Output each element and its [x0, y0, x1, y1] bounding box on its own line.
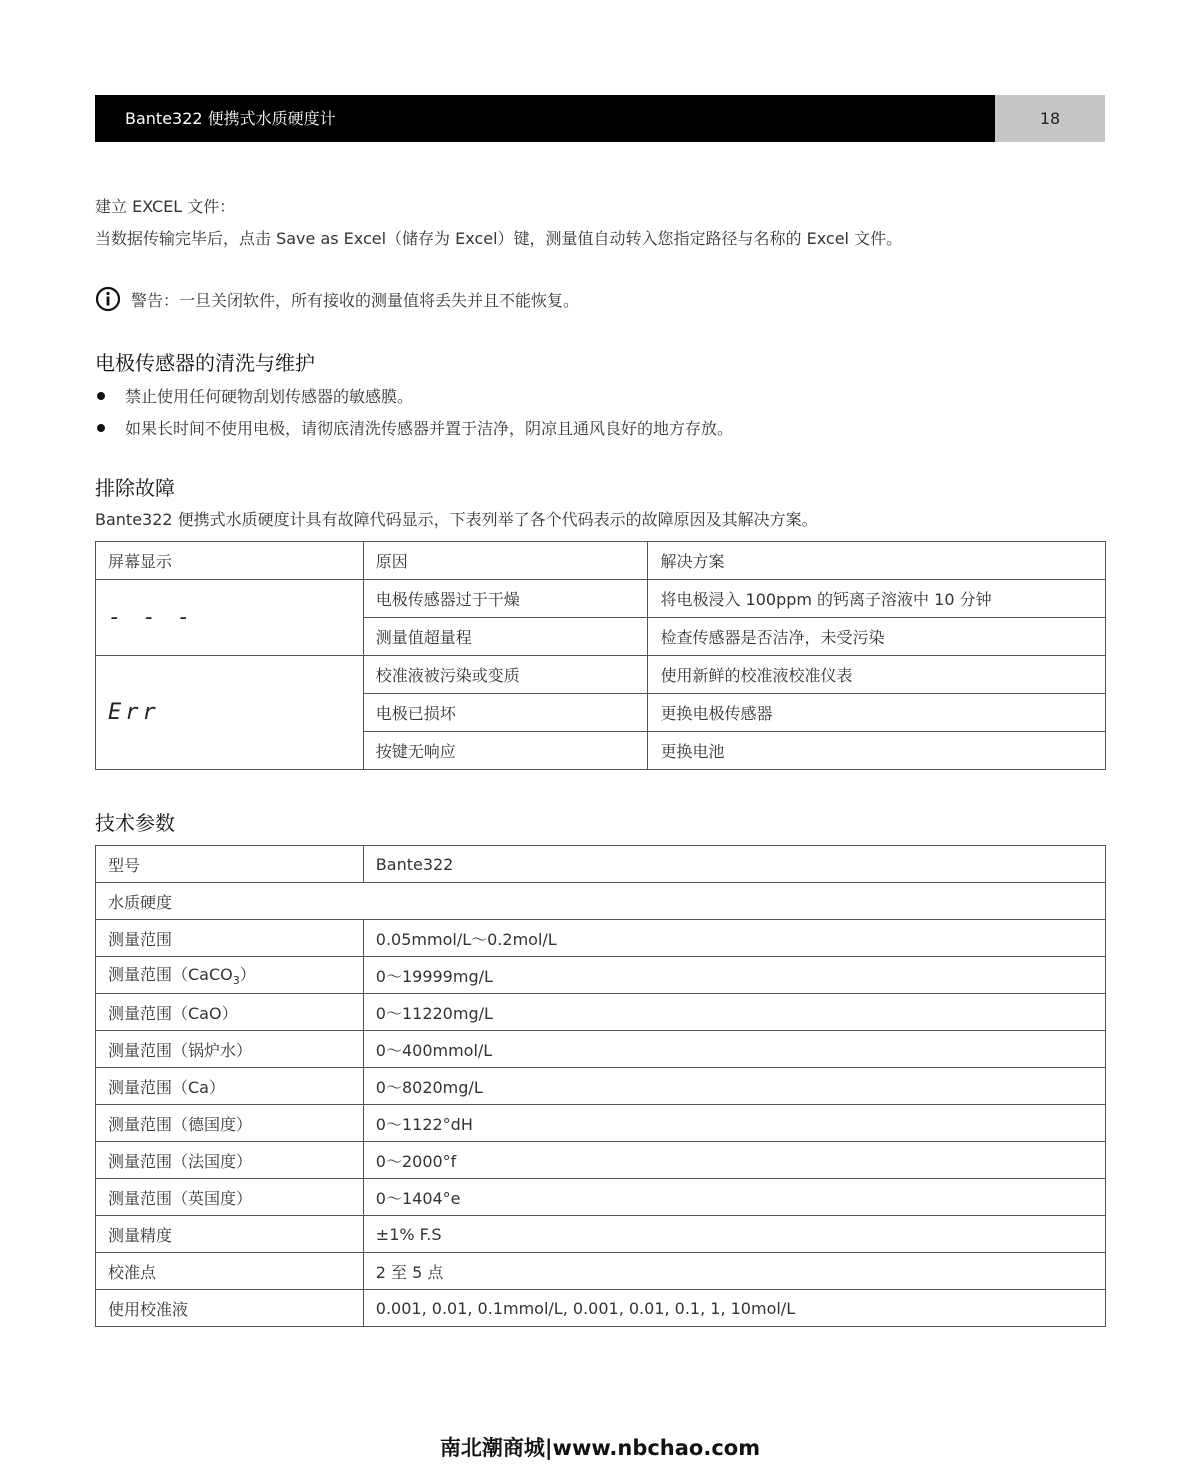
table-header-row [96, 542, 1106, 580]
solution-cell: 更换电极传感器 [648, 694, 1106, 732]
list-item: 禁止使用任何硬物刮划传感器的敏感膜。 [95, 380, 733, 412]
spec-label: 型号 [96, 846, 364, 883]
spec-value: 0.001, 0.01, 0.1mmol/L, 0.001, 0.01, 0.1, 1, 10mol/L [363, 1290, 1105, 1327]
table-row [96, 1216, 1106, 1253]
maintenance-list [95, 380, 733, 444]
warning [95, 286, 579, 312]
spec-label: 测量精度 [96, 1216, 364, 1253]
spec-value: 0～11220mg/L [363, 994, 1105, 1031]
list-item: 如果长时间不使用电极，请彻底清洗传感器并置于洁净，阴凉且通风良好的地方存放。 [95, 412, 733, 444]
spec-label: 测量范围（法国度） [96, 1142, 364, 1179]
spec-value: 0～1404°e [363, 1179, 1105, 1216]
table-row [96, 580, 1106, 618]
troubleshooting-heading: 排除故障 [95, 476, 175, 500]
spec-label: 使用校准液 [96, 1290, 364, 1327]
header-title: Bante322 便携式水质硬度计 [95, 95, 995, 142]
bullet-icon [97, 424, 105, 432]
solution-cell: 将电极浸入 100ppm 的钙离子溶液中 10 分钟 [648, 580, 1106, 618]
spec-label: 测量范围（CaCO$_3$） [96, 957, 364, 994]
cause-cell: 按键无响应 [363, 732, 648, 770]
spec-label: 校准点 [96, 1253, 364, 1290]
specs-heading: 技术参数 [95, 811, 175, 835]
column-header: 解决方案 [648, 542, 1106, 580]
cause-cell: 校准液被污染或变质 [363, 656, 648, 694]
solution-cell: 检查传感器是否洁净，未受污染 [648, 618, 1106, 656]
cause-cell: 测量值超量程 [363, 618, 648, 656]
warning-text: 警告：一旦关闭软件，所有接收的测量值将丢失并且不能恢复。 [131, 290, 580, 310]
specs-table [95, 845, 1106, 1327]
solution-cell: 使用新鲜的校准液校准仪表 [648, 656, 1106, 694]
spec-value: 0～400mmol/L [363, 1031, 1105, 1068]
solution-cell: 更换电池 [648, 732, 1106, 770]
spec-section: 水质硬度 [96, 883, 1106, 920]
spec-value: 0～8020mg/L [363, 1068, 1105, 1105]
table-row [96, 1031, 1106, 1068]
table-row [96, 1253, 1106, 1290]
page-number: 18 [995, 95, 1105, 142]
spec-value: ±1% F.S [363, 1216, 1105, 1253]
table-row [96, 1105, 1106, 1142]
spec-value: Bante322 [363, 846, 1105, 883]
table-row [96, 846, 1106, 883]
column-header: 原因 [363, 542, 648, 580]
table-row [96, 957, 1106, 994]
table-row [96, 1068, 1106, 1105]
maintenance-heading: 电极传感器的清洗与维护 [95, 351, 315, 375]
column-header: 屏幕显示 [96, 542, 364, 580]
fault-table [95, 541, 1106, 770]
excel-heading: 建立 EXCEL 文件： [95, 197, 236, 216]
table-row [96, 994, 1106, 1031]
cause-cell: 电极已损坏 [363, 694, 648, 732]
table-row [96, 1290, 1106, 1327]
screen-display-dashes: - - - [96, 580, 364, 656]
info-icon [95, 286, 121, 312]
bullet-icon [97, 392, 105, 400]
table-row [96, 1142, 1106, 1179]
spec-label: 测量范围（德国度） [96, 1105, 364, 1142]
table-row [96, 883, 1106, 920]
spec-value: 0～19999mg/L [363, 957, 1105, 994]
excel-instructions: 当数据传输完毕后，点击 Save as Excel（储存为 Excel）键，测量值自动转入您指定路径与名称的 Excel 文件。 [95, 229, 903, 248]
spec-label: 测量范围（CaO） [96, 994, 364, 1031]
spec-value: 0.05mmol/L～0.2mol/L [363, 920, 1105, 957]
table-row [96, 1179, 1106, 1216]
spec-label: 测量范围（锅炉水） [96, 1031, 364, 1068]
spec-label: 测量范围（英国度） [96, 1179, 364, 1216]
cause-cell: 电极传感器过于干燥 [363, 580, 648, 618]
troubleshooting-intro: Bante322 便携式水质硬度计具有故障代码显示，下表列举了各个代码表示的故障原因及其解决方案。 [95, 510, 818, 529]
spec-label: 测量范围 [96, 920, 364, 957]
screen-display-err: Err [96, 656, 364, 770]
spec-label: 测量范围（Ca） [96, 1068, 364, 1105]
table-row [96, 656, 1106, 694]
spec-value: 0～1122°dH [363, 1105, 1105, 1142]
table-row [96, 920, 1106, 957]
spec-value: 0～2000°f [363, 1142, 1105, 1179]
footer-link[interactable]: 南北潮商城|www.nbchao.com [439, 1436, 761, 1460]
spec-value: 2 至 5 点 [363, 1253, 1105, 1290]
